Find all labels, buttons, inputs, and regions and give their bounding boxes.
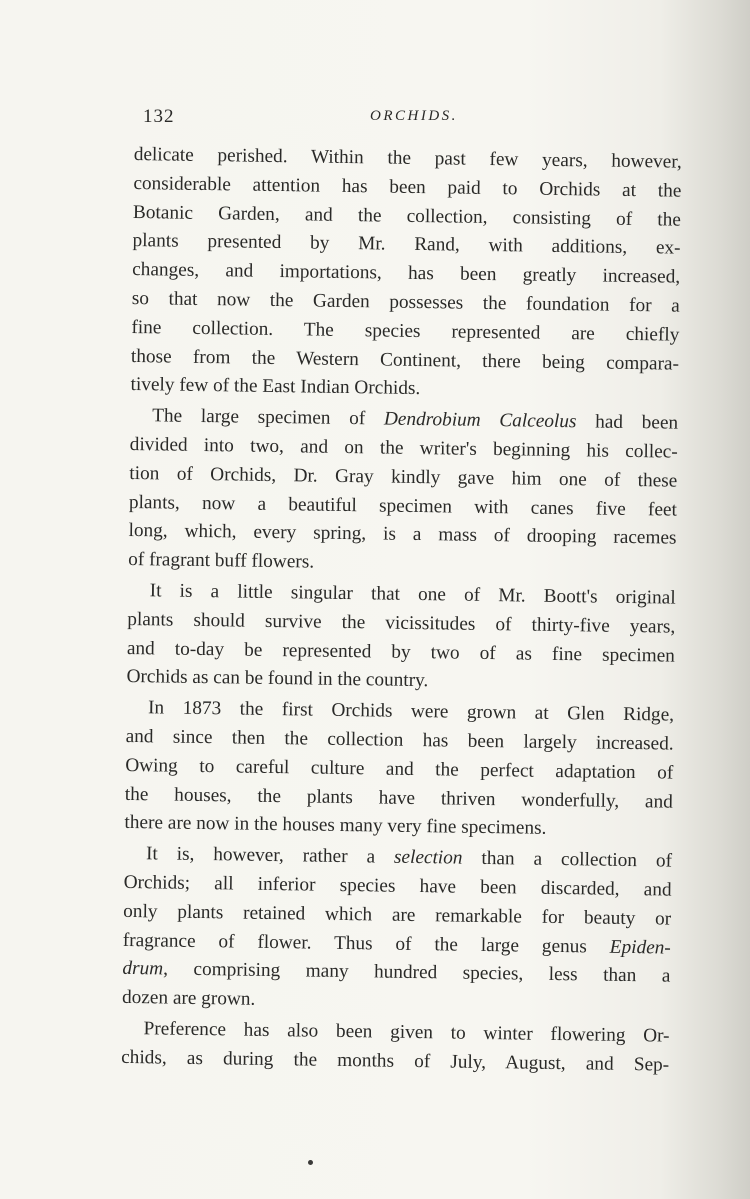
- paragraph: [130, 141, 682, 408]
- text-line: so that now the Garden possesses the foundation for a: [131, 287, 680, 317]
- page-number: 132: [143, 106, 175, 127]
- text-line: changes, and importations, has been greatly increased,: [132, 259, 681, 288]
- paragraph: [122, 840, 672, 1020]
- text-line: fine collection. The species represented are chiefly: [131, 316, 680, 346]
- text-line: plants should survive the vicissitudes of thirty-five years,: [127, 608, 676, 638]
- text-line: those from the Western Continent, there being compara-: [130, 345, 680, 375]
- text-line: divided into two, and on the writer's beginning his collec-: [129, 433, 678, 463]
- printers-mark: [308, 1160, 313, 1165]
- text-line: only plants retained which are remarkable for beauty or: [123, 900, 672, 930]
- text-line: there are now in the houses many very fine specimens.: [124, 812, 547, 840]
- text-line: plants presented by Mr. Rand, with additions, ex-: [132, 230, 681, 260]
- paragraph: [121, 1015, 670, 1080]
- text-line: long, which, every spring, is a mass of drooping racemes: [128, 520, 677, 549]
- text-line: Orchids; all inferior species have been discarded, and: [123, 871, 672, 901]
- running-head: ORCHIDS.: [370, 108, 458, 124]
- paragraph: [124, 694, 674, 846]
- text-line: Preference has also been given to winter flowering Or-: [143, 1018, 670, 1047]
- paragraph: [126, 577, 676, 700]
- text-line: tively few of the East Indian Orchids.: [130, 374, 421, 400]
- text-line: drum, comprising many hundred species, less than a: [122, 958, 671, 987]
- text-line: Botanic Garden, and the collection, consisting of the: [132, 201, 682, 231]
- text-line: Orchids as can be found in the country.: [126, 666, 429, 692]
- text-line: considerable attention has been paid to Orchids at the: [133, 172, 682, 202]
- text-line: In 1873 the first Orchids were grown at Glen Ridge,: [147, 697, 675, 726]
- text-line: and to-day be represented by two of as fine specimen: [126, 637, 676, 667]
- text-line: dozen are grown.: [121, 987, 256, 1010]
- body-text: [121, 141, 682, 1080]
- text-line: plants, now a beautiful specimen with canes five feet: [128, 491, 678, 521]
- text-line: tion of Orchids, Dr. Gray kindly gave him one of these: [129, 462, 678, 492]
- paragraph: [128, 402, 678, 582]
- text-line: It is a little singular that one of Mr. Boott's original: [149, 580, 676, 609]
- text-line: fragrance of flower. Thus of the large genus Epiden-: [122, 929, 671, 959]
- text-line: and since then the collection has been largely increased.: [125, 725, 674, 755]
- text-line: Owing to careful culture and the perfect adaptation of: [125, 754, 674, 784]
- text-line: of fragrant buff flowers.: [128, 549, 315, 573]
- text-line: It is, however, rather a selection than a collection of: [145, 843, 673, 872]
- text-line: delicate perished. Within the past few years, however,: [133, 143, 682, 173]
- text-line: The large specimen of Dendrobium Calceolus had been: [152, 405, 679, 434]
- text-line: the houses, the plants have thriven wonderfully, and: [124, 783, 673, 813]
- text-line: chids, as during the months of July, August, and Sep-: [121, 1046, 670, 1076]
